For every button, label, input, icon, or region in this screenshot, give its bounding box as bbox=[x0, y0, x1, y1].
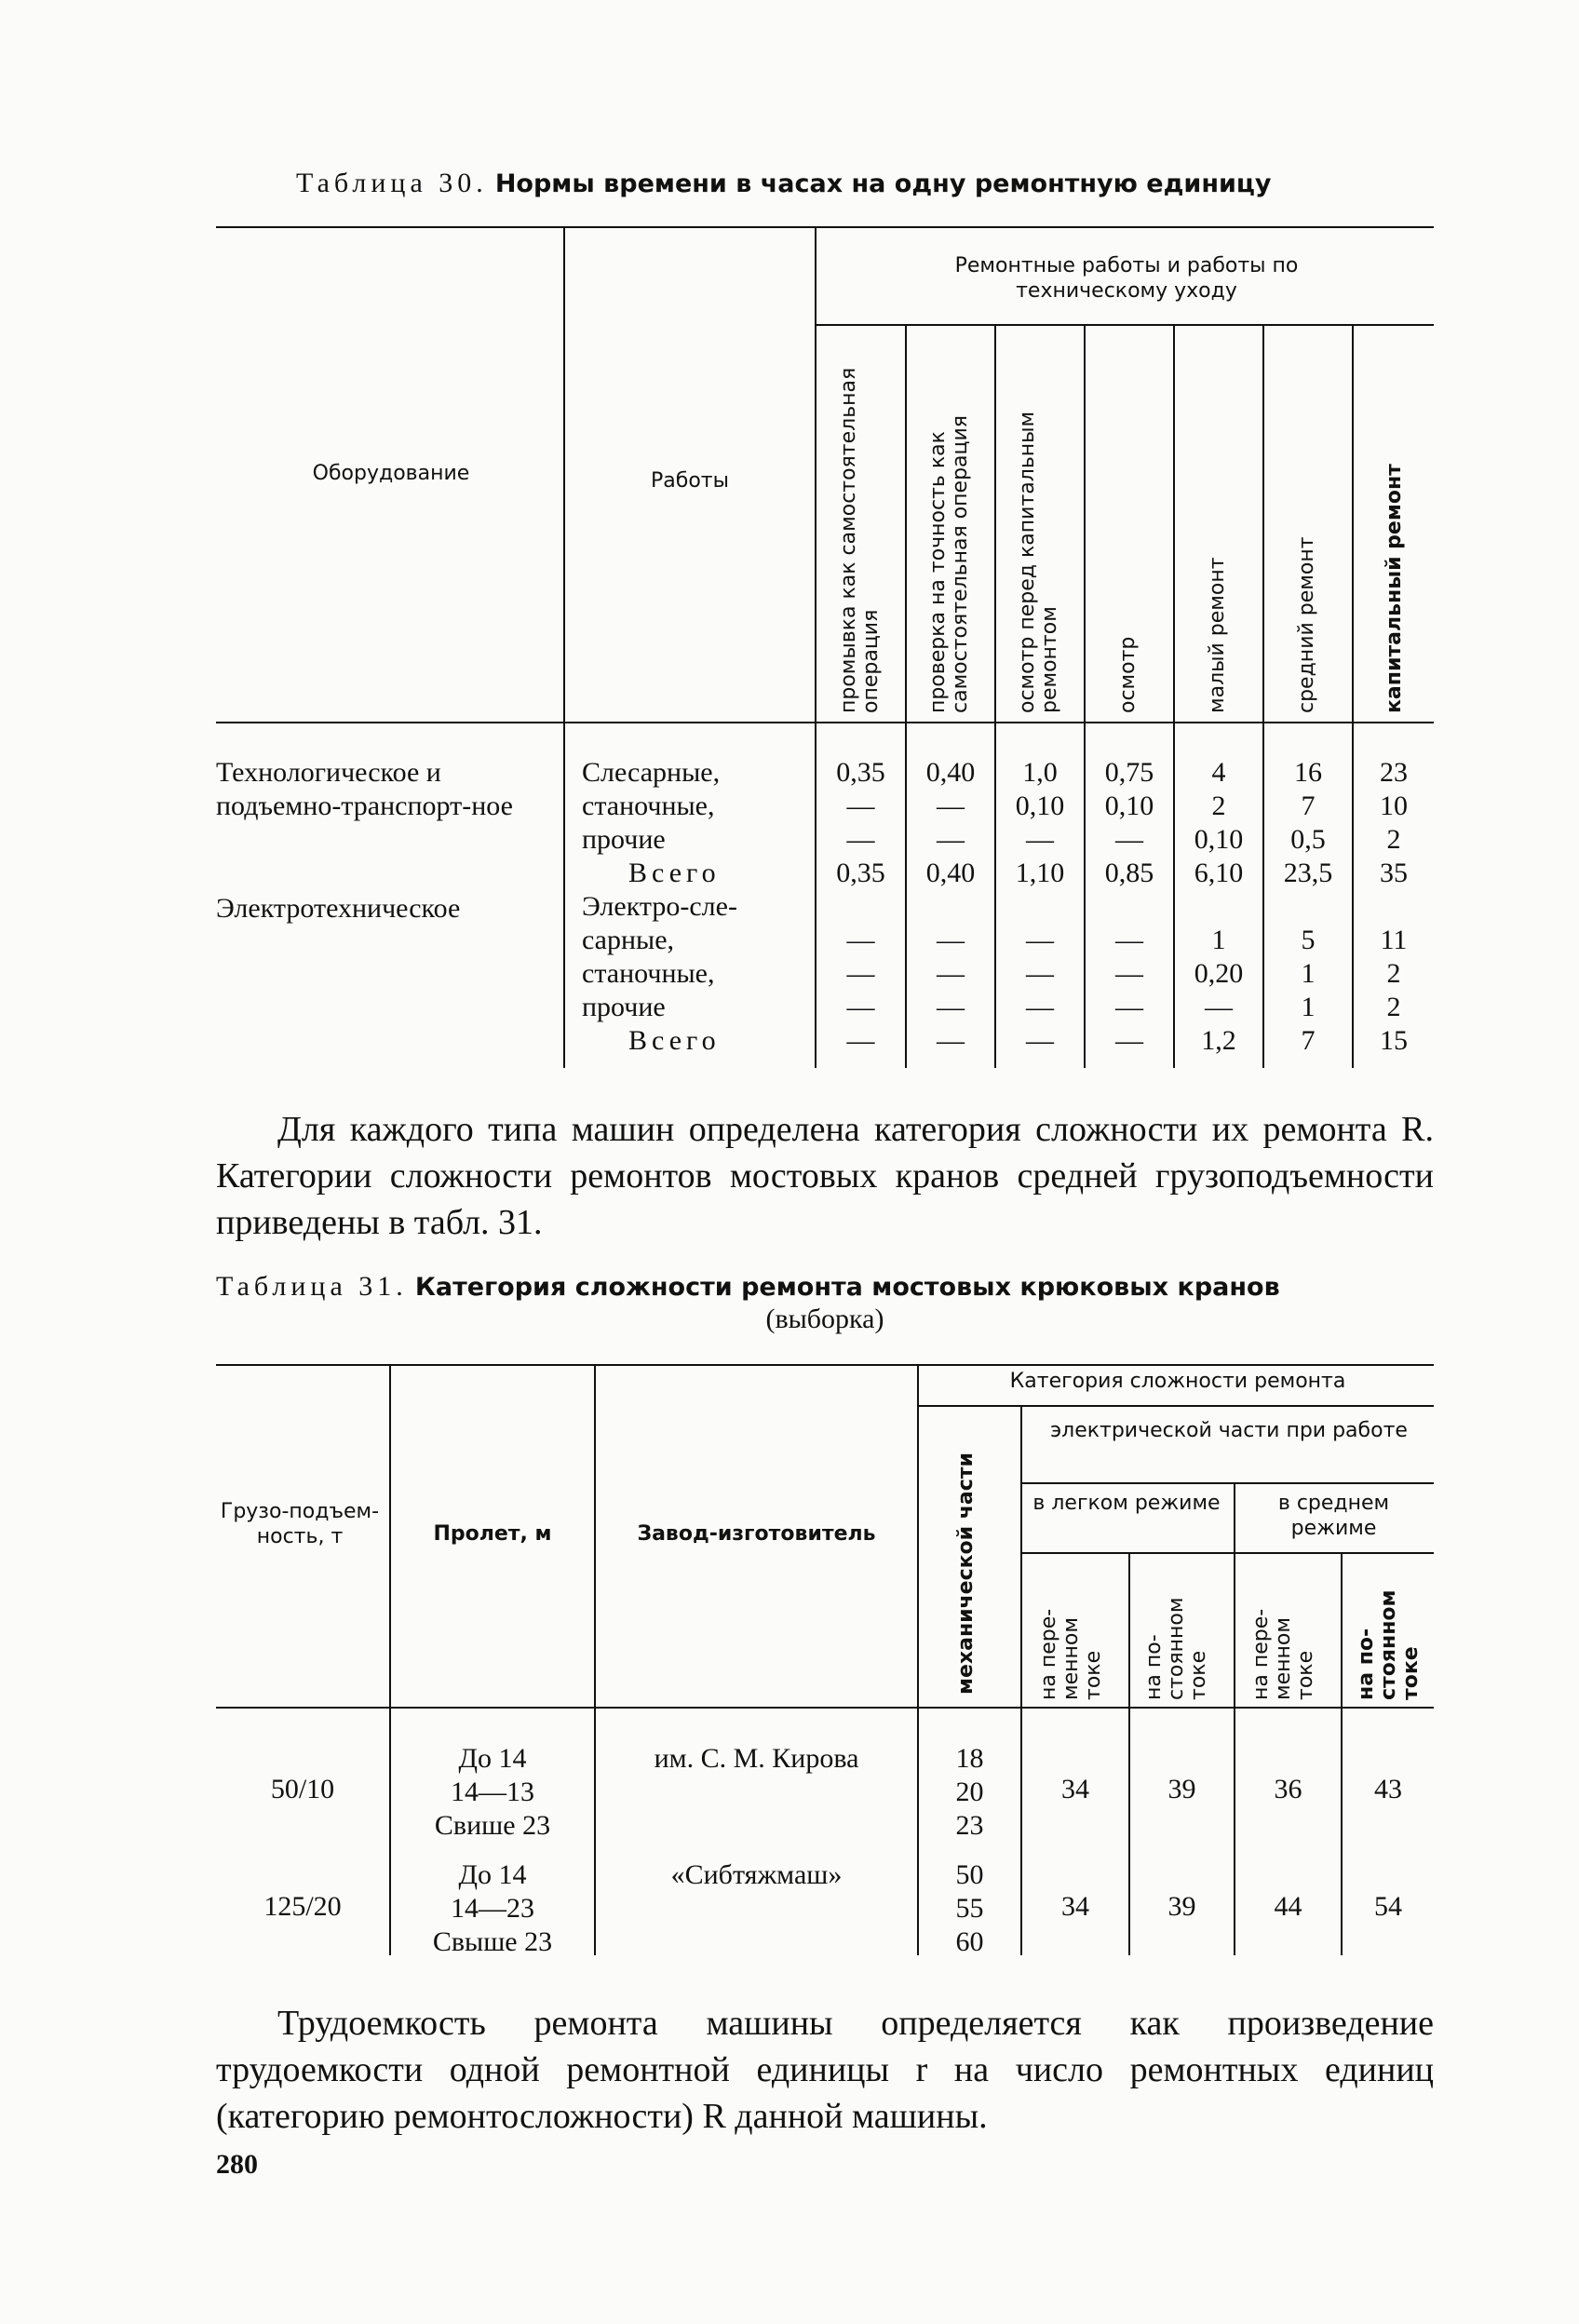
table31-span: 14—23 bbox=[451, 1893, 534, 1924]
table31-light-dc: 39 bbox=[1167, 1891, 1196, 1922]
table30-caption bbox=[296, 168, 1272, 199]
table31-capacity: 125/20 bbox=[263, 1891, 342, 1922]
table30-cell: 0,35 bbox=[836, 757, 885, 788]
table31-span: 14—13 bbox=[451, 1777, 534, 1807]
table30-cell: — bbox=[1115, 824, 1143, 855]
table30-work-row: станочные, bbox=[582, 958, 715, 989]
table30-header-rule bbox=[216, 722, 1434, 723]
table31-med-dc: 43 bbox=[1374, 1774, 1402, 1804]
table31-mech-value: 55 bbox=[955, 1893, 984, 1924]
table30-cell: — bbox=[1026, 958, 1054, 989]
table30-cell: — bbox=[1115, 925, 1143, 955]
table30-cell: — bbox=[846, 992, 875, 1022]
table30-cell: 4 bbox=[1211, 757, 1226, 788]
table30-cell: — bbox=[846, 1025, 875, 1056]
table31-maker: «Сибтяжмаш» bbox=[670, 1859, 843, 1890]
page-number: 280 bbox=[216, 2149, 258, 2180]
table31-span: До 14 bbox=[458, 1743, 527, 1774]
table31-span: Свише 23 bbox=[434, 1810, 551, 1841]
table30-group-rule bbox=[815, 324, 1434, 326]
table30-cell: 0,5 bbox=[1290, 824, 1326, 855]
table31-header-light-mode: в легком режиме bbox=[1032, 1492, 1221, 1515]
table30-equipment-electrotechnical: Электротехническое bbox=[216, 893, 461, 924]
table30-divider bbox=[563, 228, 565, 1068]
table31-mech-value: 20 bbox=[955, 1777, 984, 1807]
table30-subcol-header: средний ремонт bbox=[1295, 536, 1318, 713]
table31-header-capacity: Грузо-подъем-ность, т bbox=[220, 1500, 380, 1548]
table30-work-row: Слесарные, bbox=[582, 757, 721, 788]
table30-cell: 7 bbox=[1301, 790, 1316, 821]
table30-cell: 0,75 bbox=[1104, 757, 1154, 788]
table30-cell: 2 bbox=[1386, 992, 1401, 1022]
table31-mode-rule bbox=[1020, 1552, 1434, 1554]
table30-cell: 23 bbox=[1380, 757, 1408, 788]
paragraph-complexity-category: Для каждого типа машин определена категория сложности их ремонта R. Категории сложности ремонтов мостовых кранов средней грузоподъемности приведены в табл. 31. bbox=[216, 1110, 1434, 1242]
table30-work-row: прочие bbox=[582, 992, 666, 1022]
table30-cell: — bbox=[1026, 1025, 1054, 1056]
table30-cell: — bbox=[937, 992, 965, 1022]
table30-cell: 1,0 bbox=[1022, 757, 1058, 788]
table30-cell: — bbox=[1026, 925, 1054, 955]
table31-group-header: Категория сложности ремонта bbox=[1009, 1370, 1346, 1393]
table31-maker: им. С. М. Кирова bbox=[654, 1743, 859, 1774]
table31-header-maker: Завод-изготовитель bbox=[637, 1522, 876, 1546]
table30-subcol-header: осмотр bbox=[1116, 636, 1140, 713]
table31-light-ac: 34 bbox=[1061, 1774, 1089, 1804]
table30-group-header: Ремонтные работы и работы по техническому уходу bbox=[954, 254, 1299, 303]
table31-divider bbox=[1234, 1484, 1235, 1955]
table30-subcol-header: проверка на точность как самостоятельная операция bbox=[926, 414, 972, 713]
table31-mech-value: 50 bbox=[955, 1859, 984, 1890]
table31-light-ac: 34 bbox=[1061, 1891, 1089, 1922]
table30-cell: 0,40 bbox=[925, 757, 976, 788]
table30-work-row: станочные, bbox=[582, 790, 715, 821]
table30-subcol-header: капитальный ремонт bbox=[1383, 464, 1406, 713]
table31-header-dc: на по-стоянном токе bbox=[1142, 1597, 1210, 1700]
table30-header-equipment: Оборудование bbox=[312, 462, 470, 485]
table30-cell: 23,5 bbox=[1283, 858, 1333, 888]
table30-cell: 35 bbox=[1380, 858, 1408, 888]
table30-cell: 1 bbox=[1301, 958, 1316, 989]
table30-cell: 0,35 bbox=[836, 858, 885, 888]
table31-header-span: Пролет, м bbox=[433, 1522, 552, 1546]
paragraph-labor-intensity: Трудоемкость ремонта машины определяется как произведение трудоемкости одной ремонтной единицы r на число ремонтных единиц (категорию ремонтосложности) R данной машины. bbox=[216, 2004, 1434, 2136]
table31-header-ac: на пере-менном токе bbox=[1249, 1608, 1317, 1700]
table30-cell: 1,2 bbox=[1201, 1025, 1236, 1056]
table30-cell: 1,10 bbox=[1015, 858, 1065, 888]
table30-title: Нормы времени в часах на одну ремонтную единицу bbox=[494, 169, 1272, 198]
table31-mech-value: 18 bbox=[955, 1743, 984, 1774]
table30-cell: — bbox=[1026, 992, 1054, 1022]
table31-span: До 14 bbox=[458, 1859, 527, 1890]
table31-caption bbox=[216, 1271, 1280, 1303]
table31-span: Свыше 23 bbox=[432, 1926, 553, 1957]
table30-cell: — bbox=[846, 824, 875, 855]
table30-cell: 0,10 bbox=[1194, 824, 1244, 855]
table30-cell: 5 bbox=[1301, 925, 1316, 955]
table31-divider bbox=[1020, 1407, 1022, 1955]
table31-title: Категория сложности ремонта мостовых крюковых кранов bbox=[414, 1273, 1280, 1302]
table30-cell: — bbox=[937, 925, 965, 955]
table31-header-medium-mode: в среднем режиме bbox=[1277, 1492, 1390, 1540]
table30-cell: — bbox=[846, 790, 875, 821]
table30-cell: — bbox=[846, 925, 875, 955]
table30-work-row: Всего bbox=[628, 1025, 721, 1056]
table30-cell: 10 bbox=[1380, 790, 1408, 821]
table31-header-elec: электрической части при работе bbox=[1050, 1419, 1408, 1442]
table30-cell: 2 bbox=[1386, 824, 1401, 855]
table31-top-rule bbox=[216, 1364, 1434, 1366]
table30-cell: 0,10 bbox=[1015, 790, 1065, 821]
table30-cell: — bbox=[937, 1025, 965, 1056]
table30-cell: 15 bbox=[1380, 1025, 1408, 1056]
table30-cell: — bbox=[1115, 1025, 1143, 1056]
table30-work-row: Электро-сле- bbox=[582, 891, 737, 922]
table30-cell: — bbox=[846, 958, 875, 989]
table31-label: Таблица 31. bbox=[216, 1271, 408, 1302]
table30-cell: 11 bbox=[1380, 925, 1408, 955]
table30-equipment-technological: Технологическое и подъемно-транспорт-ное bbox=[216, 757, 513, 821]
table30-work-row: Всего bbox=[628, 858, 721, 888]
table30-cell: 0,10 bbox=[1104, 790, 1154, 821]
table31-header-rule bbox=[216, 1707, 1434, 1709]
table30-work-row: сарные, bbox=[582, 925, 675, 955]
table30-cell: 0,20 bbox=[1194, 958, 1244, 989]
table30-cell: 1 bbox=[1301, 992, 1316, 1022]
table30-cell: — bbox=[1115, 992, 1143, 1022]
table31-header-ac: на пере-менном токе bbox=[1037, 1608, 1105, 1700]
table30-cell: — bbox=[937, 790, 965, 821]
table30-subcol-header: промывка как самостоятельная операция bbox=[837, 367, 883, 713]
table31-mech-value: 23 bbox=[955, 1810, 984, 1841]
table31-mech-value: 60 bbox=[955, 1926, 984, 1957]
table30-cell: 6,10 bbox=[1194, 858, 1244, 888]
table30-cell: 1 bbox=[1211, 925, 1226, 955]
table31-elec-rule bbox=[1020, 1482, 1434, 1484]
table30-top-rule bbox=[216, 226, 1434, 228]
table31-light-dc: 39 bbox=[1167, 1774, 1196, 1804]
table30-cell: 2 bbox=[1386, 958, 1401, 989]
table31-med-ac: 36 bbox=[1274, 1774, 1302, 1804]
table30-cell: — bbox=[1026, 824, 1054, 855]
table31-group-rule bbox=[917, 1405, 1434, 1407]
table31-header-dc: на по-стоянном токе bbox=[1355, 1589, 1423, 1700]
table30-cell: 0,40 bbox=[925, 858, 976, 888]
table30-cell: — bbox=[937, 824, 965, 855]
table30-work-row: прочие bbox=[582, 824, 666, 855]
table30-header-works: Работы bbox=[651, 469, 729, 493]
table31-capacity: 50/10 bbox=[270, 1774, 335, 1804]
table30-cell: 0,85 bbox=[1104, 858, 1154, 888]
table30-cell: 16 bbox=[1294, 757, 1322, 788]
table31-header-mech: механической части bbox=[954, 1452, 978, 1695]
table31-subtitle: (выборка) bbox=[765, 1304, 884, 1334]
table30-cell: 2 bbox=[1211, 790, 1226, 821]
table30-cell: — bbox=[1205, 992, 1233, 1022]
table30-cell: — bbox=[1115, 958, 1143, 989]
table31-med-dc: 54 bbox=[1374, 1891, 1402, 1922]
table30-label: Таблица 30. bbox=[296, 168, 488, 198]
table30-cell: — bbox=[937, 958, 965, 989]
table31-med-ac: 44 bbox=[1274, 1891, 1302, 1922]
table30-subcol-header: осмотр перед капитальным ремонтом bbox=[1016, 411, 1061, 713]
table30-subcol-header: малый ремонт bbox=[1206, 557, 1229, 713]
table30-cell: 7 bbox=[1301, 1025, 1316, 1056]
